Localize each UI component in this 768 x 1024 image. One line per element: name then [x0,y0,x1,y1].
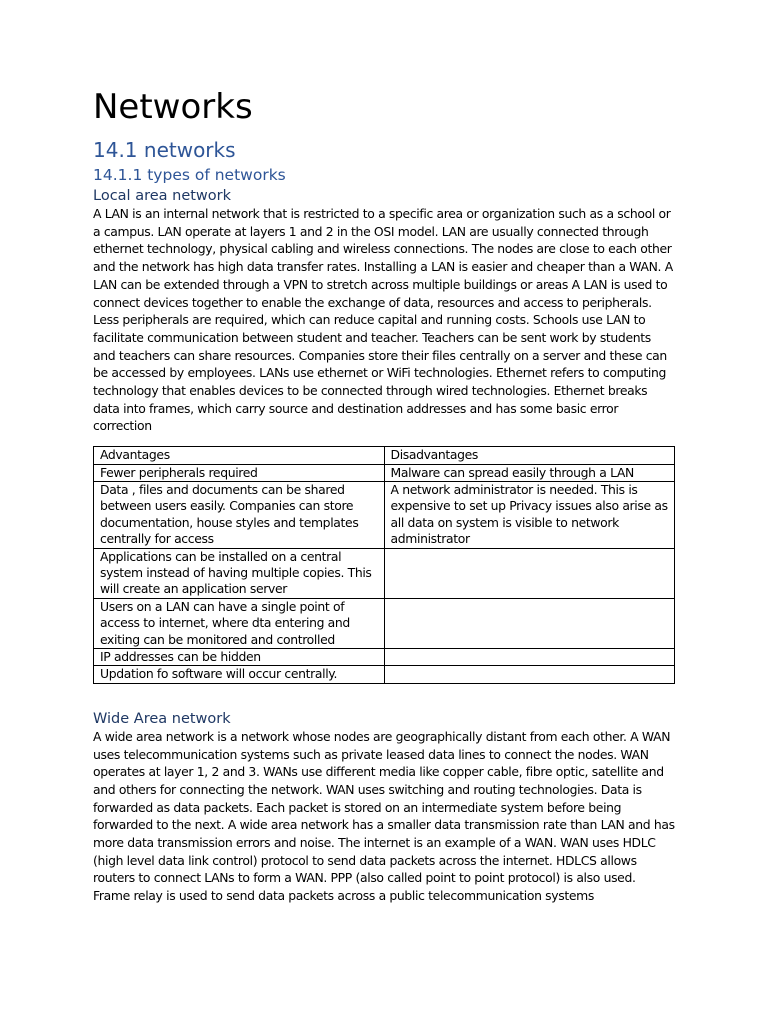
page-title: Networks [93,87,253,127]
table-header-cell: Advantages [94,447,385,464]
advantages-table [93,446,675,684]
table-cell [384,548,675,598]
table-header-cell: Disadvantages [384,447,675,464]
table-cell: Data , files and documents can be shared between users easily. Companies can store documentation, house styles and templates centrally for access [94,481,385,548]
table-cell: Users on a LAN can have a single point of access to internet, where dta entering and exiting can be monitored and controlled [94,598,385,648]
table-cell: IP addresses can be hidden [94,649,385,666]
subsection-heading: 14.1.1 types of networks [93,166,286,184]
table-cell [384,649,675,666]
table-cell [384,598,675,648]
table-cell: A network administrator is needed. This is expensive to set up Privacy issues also arise as all data on system is visible to network administrator [384,481,675,548]
lan-heading: Local area network [93,188,232,204]
table-cell: Fewer peripherals required [94,464,385,481]
lan-paragraph: A LAN is an internal network that is restricted to a specific area or organization such as a school or a campus. LAN operate at layers 1 and 2 in the OSI model. LAN are usually connected through ethernet technology, physical cabling and wireless connections. The nodes are close to each other and the network has high data transfer rates. Installing a LAN is easier and cheaper than a WAN. A LAN can be extended through a VPN to stretch across multiple buildings or areas A LAN is used to connect devices together to enable the exchange of data, resources and access to peripherals. Less peripherals are required, which can reduce capital and running costs. Schools use LAN to facilitate communication between student and teacher. Teachers can be sent work by students and teachers can share resources. Companies store their files centrally on a server and these can be accessed by employees. LANs use ethernet or WiFi technologies. Ethernet refers to computing technology that enables devices to be connected through wired technologies. Ethernet breaks data into frames, which carry source and destination addresses and has some basic error correction [93,206,673,434]
table-row [94,649,675,666]
wan-heading: Wide Area network [93,710,231,727]
section-heading: 14.1 networks [93,138,236,162]
wan-paragraph: A wide area network is a network whose nodes are geographically distant from each other. A WAN uses telecommunication systems such as private leased data lines to connect the nodes. WAN operates at layer 1, 2 and 3. WANs use different media like copper cable, fibre optic, satellite and and others for connecting the network. WAN uses switching and routing technologies. Data is forwarded as data packets. Each packet is stored on an intermediate system before being forwarded to the next. A wide area network has a smaller data transmission rate than LAN and has more data transmission errors and noise. The internet is an example of a WAN. WAN uses HDLC (high level data link control) protocol to send data packets across the internet. HDLCS allows routers to connect LANs to form a WAN. PPP (also called point to point protocol) is also used. Frame relay is used to send data packets across a public telecommunication systems [93,728,675,904]
section-spacer [93,684,675,708]
table-row [94,598,675,648]
table-cell [384,666,675,683]
table-row [94,481,675,548]
table-cell: Applications can be installed on a central system instead of having multiple copies. This will create an application server [94,548,385,598]
table-row [94,464,675,481]
table-cell: Updation fo software will occur centrally. [94,666,385,683]
table-header-row [94,447,675,464]
table-cell: Malware can spread easily through a LAN [384,464,675,481]
table-row [94,666,675,683]
table-row [94,548,675,598]
